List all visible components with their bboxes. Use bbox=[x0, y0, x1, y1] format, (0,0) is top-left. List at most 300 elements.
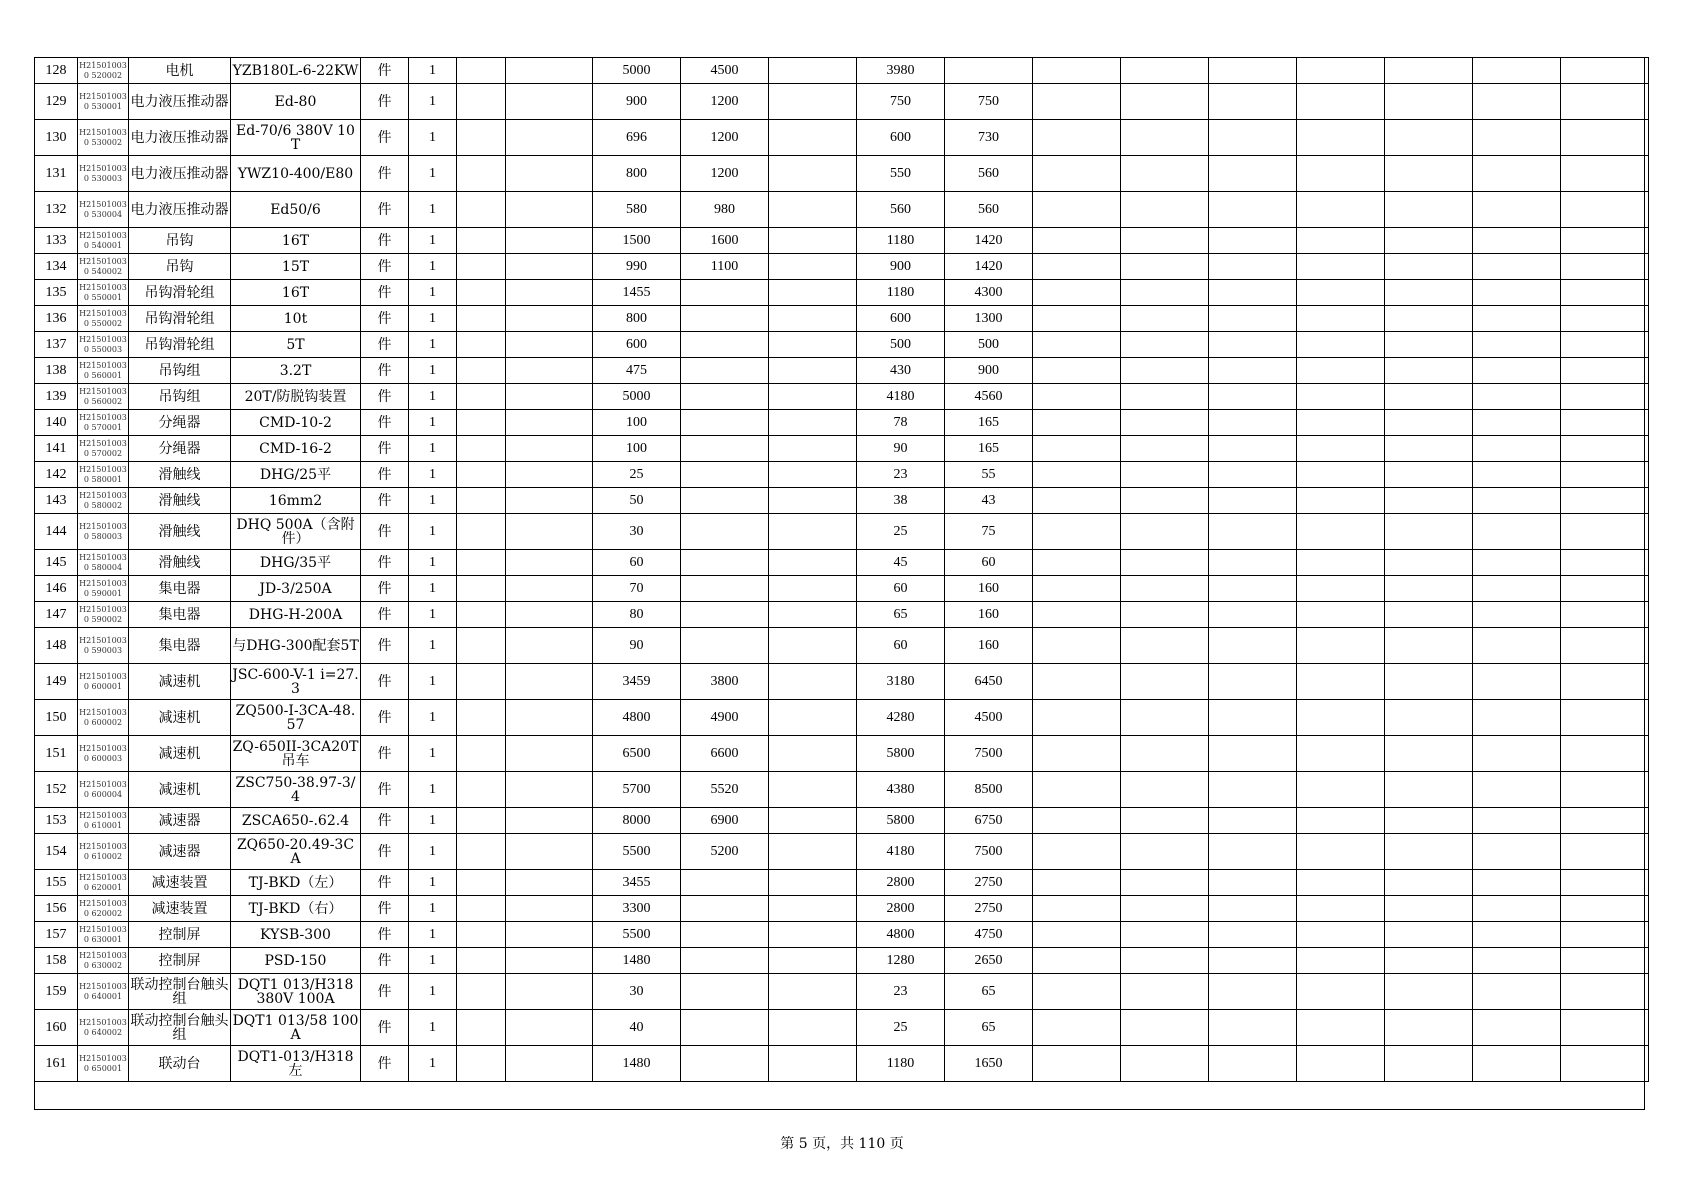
price-1: 80 bbox=[593, 602, 681, 628]
price-2 bbox=[681, 1010, 769, 1046]
empty-cell bbox=[1385, 1010, 1473, 1046]
price-4: 60 bbox=[945, 550, 1033, 576]
price-2: 6600 bbox=[681, 736, 769, 772]
price-3: 60 bbox=[857, 576, 945, 602]
table-row bbox=[35, 628, 1649, 664]
empty-cell bbox=[1209, 1010, 1297, 1046]
empty-cell bbox=[1297, 870, 1385, 896]
price-4: 165 bbox=[945, 436, 1033, 462]
item-spec: Ed-80 bbox=[231, 84, 361, 120]
price-2 bbox=[681, 602, 769, 628]
price-4: 6750 bbox=[945, 808, 1033, 834]
item-qty: 1 bbox=[409, 736, 457, 772]
item-code: H215010030 550003 bbox=[78, 332, 129, 358]
empty-cell bbox=[1473, 628, 1561, 664]
price-2 bbox=[681, 280, 769, 306]
empty-cell bbox=[1385, 192, 1473, 228]
empty-cell bbox=[1033, 410, 1121, 436]
table-row bbox=[35, 772, 1649, 808]
row-number: 157 bbox=[35, 922, 78, 948]
item-code: H215010030 550001 bbox=[78, 280, 129, 306]
price-2: 980 bbox=[681, 192, 769, 228]
price-4: 560 bbox=[945, 192, 1033, 228]
item-spec: 与DHG-300配套5T bbox=[231, 628, 361, 664]
item-spec: ZQ-650II-3CA20T吊车 bbox=[231, 736, 361, 772]
empty-cell bbox=[1121, 514, 1209, 550]
empty-cell bbox=[1473, 1046, 1561, 1082]
empty-cell bbox=[1121, 462, 1209, 488]
table-row bbox=[35, 870, 1649, 896]
empty-cell bbox=[1209, 306, 1297, 332]
item-qty: 1 bbox=[409, 808, 457, 834]
item-name: 减速机 bbox=[129, 736, 231, 772]
item-spec: PSD-150 bbox=[231, 948, 361, 974]
empty-cell bbox=[1297, 462, 1385, 488]
empty-cell bbox=[1561, 120, 1649, 156]
item-code: H215010030 600002 bbox=[78, 700, 129, 736]
empty-cell bbox=[1297, 410, 1385, 436]
table-row bbox=[35, 896, 1649, 922]
empty-cell bbox=[1209, 514, 1297, 550]
empty-cell bbox=[506, 514, 593, 550]
empty-cell bbox=[457, 602, 506, 628]
empty-cell bbox=[1385, 514, 1473, 550]
empty-cell bbox=[506, 488, 593, 514]
price-1: 1455 bbox=[593, 280, 681, 306]
price-3: 750 bbox=[857, 84, 945, 120]
empty-cell bbox=[1121, 550, 1209, 576]
empty-cell bbox=[1033, 772, 1121, 808]
price-1: 40 bbox=[593, 1010, 681, 1046]
item-name: 吊钩滑轮组 bbox=[129, 306, 231, 332]
row-number: 147 bbox=[35, 602, 78, 628]
item-unit: 件 bbox=[361, 808, 409, 834]
price-2 bbox=[681, 870, 769, 896]
table-row bbox=[35, 462, 1649, 488]
item-spec: KYSB-300 bbox=[231, 922, 361, 948]
item-unit: 件 bbox=[361, 736, 409, 772]
empty-cell bbox=[1297, 1010, 1385, 1046]
item-name: 分绳器 bbox=[129, 436, 231, 462]
empty-cell bbox=[769, 1046, 857, 1082]
empty-cell bbox=[457, 306, 506, 332]
empty-cell bbox=[1561, 974, 1649, 1010]
price-1: 30 bbox=[593, 514, 681, 550]
empty-cell bbox=[769, 436, 857, 462]
empty-cell bbox=[1561, 488, 1649, 514]
empty-cell bbox=[1385, 948, 1473, 974]
empty-cell bbox=[1121, 1010, 1209, 1046]
empty-cell bbox=[769, 306, 857, 332]
price-4: 1650 bbox=[945, 1046, 1033, 1082]
empty-cell bbox=[1385, 870, 1473, 896]
empty-cell bbox=[1121, 974, 1209, 1010]
empty-cell bbox=[457, 1010, 506, 1046]
price-1: 5000 bbox=[593, 58, 681, 84]
empty-cell bbox=[1385, 84, 1473, 120]
empty-cell bbox=[1385, 462, 1473, 488]
item-name: 滑触线 bbox=[129, 514, 231, 550]
empty-cell bbox=[769, 896, 857, 922]
item-spec: 20T/防脱钩装置 bbox=[231, 384, 361, 410]
empty-cell bbox=[1209, 192, 1297, 228]
price-2 bbox=[681, 576, 769, 602]
empty-cell bbox=[1121, 156, 1209, 192]
item-unit: 件 bbox=[361, 628, 409, 664]
item-spec: Ed-70/6 380V 10T bbox=[231, 120, 361, 156]
item-name: 集电器 bbox=[129, 576, 231, 602]
price-2 bbox=[681, 896, 769, 922]
item-qty: 1 bbox=[409, 700, 457, 736]
price-1: 475 bbox=[593, 358, 681, 384]
item-spec: JSC-600-V-1 i=27.3 bbox=[231, 664, 361, 700]
empty-cell bbox=[1033, 462, 1121, 488]
empty-cell bbox=[1121, 772, 1209, 808]
empty-cell bbox=[1209, 488, 1297, 514]
empty-cell bbox=[1561, 700, 1649, 736]
empty-cell bbox=[1121, 1046, 1209, 1082]
price-3: 600 bbox=[857, 120, 945, 156]
empty-cell bbox=[1033, 358, 1121, 384]
item-spec: TJ-BKD（右） bbox=[231, 896, 361, 922]
price-4 bbox=[945, 58, 1033, 84]
item-unit: 件 bbox=[361, 306, 409, 332]
empty-cell bbox=[1473, 332, 1561, 358]
empty-cell bbox=[1297, 514, 1385, 550]
empty-cell bbox=[1121, 84, 1209, 120]
empty-cell bbox=[506, 156, 593, 192]
price-2: 4900 bbox=[681, 700, 769, 736]
empty-cell bbox=[1033, 514, 1121, 550]
empty-cell bbox=[769, 120, 857, 156]
item-spec: CMD-16-2 bbox=[231, 436, 361, 462]
empty-cell bbox=[1561, 1046, 1649, 1082]
empty-cell bbox=[1385, 550, 1473, 576]
empty-cell bbox=[506, 120, 593, 156]
empty-cell bbox=[506, 58, 593, 84]
row-number: 142 bbox=[35, 462, 78, 488]
empty-cell bbox=[1473, 922, 1561, 948]
empty-cell bbox=[506, 896, 593, 922]
empty-cell bbox=[1033, 488, 1121, 514]
empty-cell bbox=[1297, 736, 1385, 772]
empty-cell bbox=[1473, 120, 1561, 156]
empty-cell bbox=[1121, 896, 1209, 922]
empty-cell bbox=[506, 550, 593, 576]
item-name: 滑触线 bbox=[129, 550, 231, 576]
empty-cell bbox=[1209, 664, 1297, 700]
empty-cell bbox=[1297, 808, 1385, 834]
empty-cell bbox=[506, 84, 593, 120]
item-qty: 1 bbox=[409, 834, 457, 870]
item-name: 联动台 bbox=[129, 1046, 231, 1082]
price-2 bbox=[681, 384, 769, 410]
empty-cell bbox=[1473, 280, 1561, 306]
empty-cell bbox=[769, 870, 857, 896]
empty-cell bbox=[1033, 58, 1121, 84]
item-qty: 1 bbox=[409, 488, 457, 514]
empty-cell bbox=[506, 700, 593, 736]
empty-cell bbox=[1561, 332, 1649, 358]
price-4: 900 bbox=[945, 358, 1033, 384]
empty-cell bbox=[769, 974, 857, 1010]
row-number: 138 bbox=[35, 358, 78, 384]
empty-cell bbox=[769, 948, 857, 974]
empty-cell bbox=[769, 834, 857, 870]
empty-cell bbox=[1297, 700, 1385, 736]
empty-cell bbox=[1473, 870, 1561, 896]
item-unit: 件 bbox=[361, 1046, 409, 1082]
empty-cell bbox=[769, 1010, 857, 1046]
item-code: H215010030 560001 bbox=[78, 358, 129, 384]
item-name: 电机 bbox=[129, 58, 231, 84]
item-spec: DHG/35平 bbox=[231, 550, 361, 576]
table-row bbox=[35, 514, 1649, 550]
empty-cell bbox=[1297, 436, 1385, 462]
empty-cell bbox=[1297, 974, 1385, 1010]
table-row bbox=[35, 1010, 1649, 1046]
price-4: 6450 bbox=[945, 664, 1033, 700]
table-row bbox=[35, 228, 1649, 254]
item-code: H215010030 630002 bbox=[78, 948, 129, 974]
price-3: 5800 bbox=[857, 808, 945, 834]
empty-cell bbox=[457, 58, 506, 84]
empty-cell bbox=[1473, 736, 1561, 772]
item-unit: 件 bbox=[361, 834, 409, 870]
empty-cell bbox=[457, 84, 506, 120]
item-unit: 件 bbox=[361, 462, 409, 488]
item-qty: 1 bbox=[409, 436, 457, 462]
price-1: 4800 bbox=[593, 700, 681, 736]
item-name: 吊钩组 bbox=[129, 358, 231, 384]
empty-cell bbox=[1473, 156, 1561, 192]
item-qty: 1 bbox=[409, 1010, 457, 1046]
item-qty: 1 bbox=[409, 896, 457, 922]
item-qty: 1 bbox=[409, 358, 457, 384]
empty-cell bbox=[1209, 280, 1297, 306]
item-unit: 件 bbox=[361, 870, 409, 896]
row-number: 151 bbox=[35, 736, 78, 772]
empty-cell bbox=[1297, 1046, 1385, 1082]
price-3: 4180 bbox=[857, 384, 945, 410]
item-unit: 件 bbox=[361, 700, 409, 736]
empty-cell bbox=[1473, 1010, 1561, 1046]
price-4: 4560 bbox=[945, 384, 1033, 410]
price-3: 550 bbox=[857, 156, 945, 192]
item-unit: 件 bbox=[361, 896, 409, 922]
item-unit: 件 bbox=[361, 602, 409, 628]
empty-cell bbox=[1473, 462, 1561, 488]
empty-cell bbox=[1121, 410, 1209, 436]
empty-cell bbox=[1385, 306, 1473, 332]
item-code: H215010030 610001 bbox=[78, 808, 129, 834]
empty-cell bbox=[457, 948, 506, 974]
empty-cell bbox=[1033, 332, 1121, 358]
price-2: 3800 bbox=[681, 664, 769, 700]
empty-cell bbox=[1561, 664, 1649, 700]
empty-cell bbox=[1209, 462, 1297, 488]
empty-cell bbox=[1561, 58, 1649, 84]
table-row bbox=[35, 156, 1649, 192]
empty-cell bbox=[1209, 550, 1297, 576]
empty-cell bbox=[506, 410, 593, 436]
empty-cell bbox=[1121, 254, 1209, 280]
empty-cell bbox=[506, 384, 593, 410]
item-code: H215010030 530002 bbox=[78, 120, 129, 156]
empty-cell bbox=[1209, 1046, 1297, 1082]
item-unit: 件 bbox=[361, 84, 409, 120]
empty-cell bbox=[457, 192, 506, 228]
price-1: 30 bbox=[593, 974, 681, 1010]
empty-cell bbox=[1121, 700, 1209, 736]
empty-cell bbox=[1121, 576, 1209, 602]
empty-cell bbox=[1121, 736, 1209, 772]
price-4: 2750 bbox=[945, 870, 1033, 896]
empty-cell bbox=[1033, 120, 1121, 156]
item-unit: 件 bbox=[361, 948, 409, 974]
item-unit: 件 bbox=[361, 1010, 409, 1046]
price-3: 23 bbox=[857, 462, 945, 488]
price-4: 7500 bbox=[945, 736, 1033, 772]
item-qty: 1 bbox=[409, 772, 457, 808]
item-qty: 1 bbox=[409, 384, 457, 410]
item-name: 吊钩组 bbox=[129, 384, 231, 410]
empty-cell bbox=[1121, 488, 1209, 514]
price-1: 3459 bbox=[593, 664, 681, 700]
empty-cell bbox=[457, 384, 506, 410]
row-number: 149 bbox=[35, 664, 78, 700]
price-2: 1200 bbox=[681, 156, 769, 192]
empty-cell bbox=[1561, 870, 1649, 896]
empty-cell bbox=[457, 228, 506, 254]
empty-cell bbox=[1385, 834, 1473, 870]
item-name: 吊钩 bbox=[129, 254, 231, 280]
empty-cell bbox=[457, 808, 506, 834]
empty-cell bbox=[1121, 664, 1209, 700]
item-spec: 16T bbox=[231, 228, 361, 254]
item-qty: 1 bbox=[409, 948, 457, 974]
empty-cell bbox=[1297, 192, 1385, 228]
empty-cell bbox=[1561, 1010, 1649, 1046]
empty-cell bbox=[1033, 84, 1121, 120]
price-2 bbox=[681, 974, 769, 1010]
empty-cell bbox=[1121, 358, 1209, 384]
empty-cell bbox=[1473, 192, 1561, 228]
table-row bbox=[35, 700, 1649, 736]
empty-cell bbox=[506, 736, 593, 772]
price-3: 1180 bbox=[857, 228, 945, 254]
row-number: 144 bbox=[35, 514, 78, 550]
item-qty: 1 bbox=[409, 332, 457, 358]
item-spec: DHG/25平 bbox=[231, 462, 361, 488]
empty-cell bbox=[506, 254, 593, 280]
price-1: 5500 bbox=[593, 922, 681, 948]
empty-cell bbox=[457, 410, 506, 436]
empty-cell bbox=[457, 120, 506, 156]
price-3: 78 bbox=[857, 410, 945, 436]
empty-cell bbox=[769, 84, 857, 120]
item-code: H215010030 560002 bbox=[78, 384, 129, 410]
item-unit: 件 bbox=[361, 772, 409, 808]
empty-cell bbox=[1561, 772, 1649, 808]
empty-cell bbox=[1033, 280, 1121, 306]
empty-cell bbox=[1121, 948, 1209, 974]
row-number: 150 bbox=[35, 700, 78, 736]
table-row bbox=[35, 664, 1649, 700]
empty-cell bbox=[1033, 1010, 1121, 1046]
row-number: 140 bbox=[35, 410, 78, 436]
item-spec: JD-3/250A bbox=[231, 576, 361, 602]
item-spec: CMD-10-2 bbox=[231, 410, 361, 436]
empty-cell bbox=[457, 550, 506, 576]
item-qty: 1 bbox=[409, 156, 457, 192]
empty-cell bbox=[1121, 228, 1209, 254]
empty-cell bbox=[457, 700, 506, 736]
price-1: 1480 bbox=[593, 1046, 681, 1082]
item-qty: 1 bbox=[409, 192, 457, 228]
empty-cell bbox=[769, 384, 857, 410]
price-4: 65 bbox=[945, 1010, 1033, 1046]
item-name: 控制屏 bbox=[129, 922, 231, 948]
item-code: H215010030 570002 bbox=[78, 436, 129, 462]
row-number: 139 bbox=[35, 384, 78, 410]
item-code: H215010030 620001 bbox=[78, 870, 129, 896]
price-4: 7500 bbox=[945, 834, 1033, 870]
empty-cell bbox=[1033, 384, 1121, 410]
empty-cell bbox=[1385, 228, 1473, 254]
item-code: H215010030 600001 bbox=[78, 664, 129, 700]
price-4: 55 bbox=[945, 462, 1033, 488]
empty-cell bbox=[1297, 576, 1385, 602]
row-number: 155 bbox=[35, 870, 78, 896]
empty-cell bbox=[1121, 306, 1209, 332]
empty-cell bbox=[1473, 664, 1561, 700]
table-row bbox=[35, 436, 1649, 462]
empty-cell bbox=[1033, 576, 1121, 602]
item-code: H215010030 590001 bbox=[78, 576, 129, 602]
price-4: 160 bbox=[945, 602, 1033, 628]
item-name: 滑触线 bbox=[129, 488, 231, 514]
price-1: 90 bbox=[593, 628, 681, 664]
price-2 bbox=[681, 488, 769, 514]
empty-cell bbox=[1385, 332, 1473, 358]
item-qty: 1 bbox=[409, 228, 457, 254]
item-name: 吊钩滑轮组 bbox=[129, 332, 231, 358]
item-code: H215010030 530003 bbox=[78, 156, 129, 192]
empty-cell bbox=[1385, 664, 1473, 700]
price-3: 2800 bbox=[857, 896, 945, 922]
empty-cell bbox=[457, 254, 506, 280]
empty-cell bbox=[1385, 700, 1473, 736]
item-unit: 件 bbox=[361, 576, 409, 602]
table-row bbox=[35, 384, 1649, 410]
price-4: 4750 bbox=[945, 922, 1033, 948]
item-qty: 1 bbox=[409, 922, 457, 948]
item-qty: 1 bbox=[409, 664, 457, 700]
empty-cell bbox=[1121, 602, 1209, 628]
price-1: 25 bbox=[593, 462, 681, 488]
empty-cell bbox=[1473, 436, 1561, 462]
item-code: H215010030 620002 bbox=[78, 896, 129, 922]
empty-cell bbox=[769, 550, 857, 576]
row-number: 146 bbox=[35, 576, 78, 602]
item-spec: ZQ500-I-3CA-48.57 bbox=[231, 700, 361, 736]
empty-cell bbox=[1561, 156, 1649, 192]
table-row bbox=[35, 120, 1649, 156]
item-qty: 1 bbox=[409, 1046, 457, 1082]
empty-cell bbox=[1033, 948, 1121, 974]
item-qty: 1 bbox=[409, 974, 457, 1010]
